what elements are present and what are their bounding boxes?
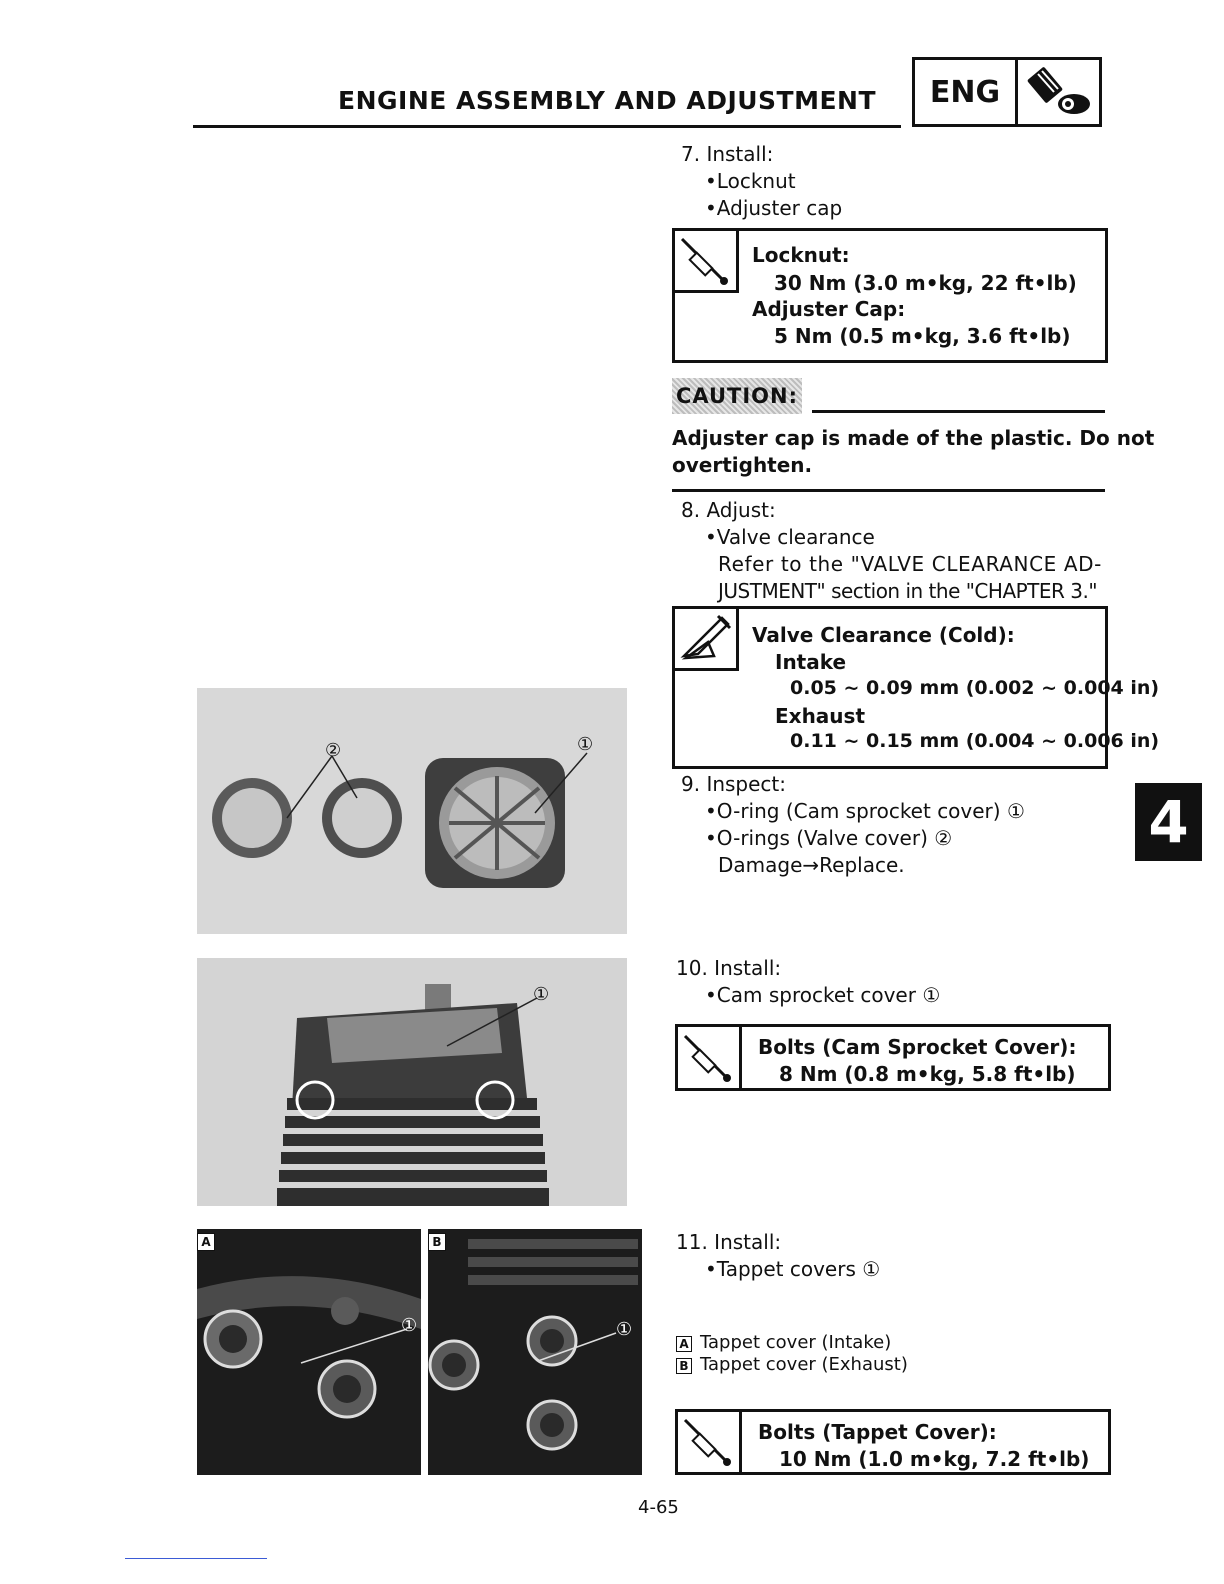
- spec-label: Valve Clearance (Cold):: [752, 623, 1015, 647]
- step11-title: 11. Install:: [676, 1230, 782, 1254]
- key-b: B: [676, 1358, 692, 1374]
- spec-value: 0.11 ~ 0.15 mm (0.004 ~ 0.006 in): [790, 730, 1160, 752]
- step7-title: 7. Install:: [681, 142, 774, 166]
- caution-text: Adjuster cap is made of the plastic. Do not: [672, 426, 1155, 450]
- caution-rule: [812, 410, 1105, 413]
- torque-spec-box-step11: [675, 1409, 1111, 1475]
- caution-end-rule: [672, 489, 1105, 492]
- spec-value: 30 Nm (3.0 m•kg, 22 ft•lb): [774, 271, 1077, 295]
- step7-item-adjuster-cap: •Adjuster cap: [705, 196, 843, 220]
- callout-1: ①: [577, 734, 594, 755]
- spec-value: 5 Nm (0.5 m•kg, 3.6 ft•lb): [774, 324, 1071, 348]
- step10-title: 10. Install:: [676, 956, 782, 980]
- legend-item-a: [676, 1332, 908, 1354]
- spec-sublabel: Exhaust: [775, 704, 865, 728]
- spec-value: 0.05 ~ 0.09 mm (0.002 ~ 0.004 in): [790, 677, 1160, 699]
- photo-valve-covers: [197, 688, 627, 934]
- step8-reference: JUSTMENT" section in the "CHAPTER 3.": [718, 579, 1098, 603]
- callout-2: ②: [325, 740, 342, 761]
- torque-spec-box-step7: [672, 228, 1108, 363]
- legend: [676, 1332, 908, 1376]
- footer-rule: [125, 1558, 267, 1559]
- photo-tappet-cover-intake: [197, 1229, 421, 1475]
- spec-label: Locknut:: [752, 243, 850, 267]
- clearance-spec-box: [672, 606, 1160, 769]
- torque-spec-box-step10: [675, 1024, 1111, 1091]
- step7-item-locknut: •Locknut: [705, 169, 796, 193]
- header-rule: [193, 125, 901, 128]
- legend-text: Tappet cover (Exhaust): [700, 1354, 908, 1375]
- step10-item: •Cam sprocket cover ①: [705, 983, 941, 1007]
- page-number: 4-65: [638, 1497, 679, 1518]
- spec-label: Adjuster Cap:: [752, 297, 906, 321]
- key-a: A: [676, 1336, 692, 1352]
- torque-wrench-icon: [675, 231, 739, 293]
- step9-item: •O-rings (Valve cover) ②: [705, 826, 953, 850]
- step9-item: •O-ring (Cam sprocket cover) ①: [705, 799, 1025, 823]
- caution-text: overtighten.: [672, 453, 813, 477]
- step8-item: •Valve clearance: [705, 525, 875, 549]
- page-title: ENGINE ASSEMBLY AND ADJUSTMENT: [338, 86, 877, 115]
- step9-note: Damage→Replace.: [718, 853, 905, 877]
- callout-1: ①: [401, 1315, 418, 1336]
- spec-value: 8 Nm (0.8 m•kg, 5.8 ft•lb): [779, 1062, 1076, 1086]
- torque-wrench-icon: [678, 1027, 742, 1088]
- spec-label: Bolts (Cam Sprocket Cover):: [758, 1035, 1077, 1059]
- photo-label-b: B: [428, 1233, 446, 1251]
- photo-label-a: A: [197, 1233, 215, 1251]
- spec-sublabel: Intake: [775, 650, 847, 674]
- section-badge: [912, 57, 1102, 127]
- section-code: ENG: [915, 60, 1018, 124]
- photo-cam-sprocket-cover: [197, 958, 627, 1206]
- caution-label: CAUTION:: [672, 378, 802, 414]
- step8-title: 8. Adjust:: [681, 498, 776, 522]
- spec-label: Bolts (Tappet Cover):: [758, 1420, 997, 1444]
- step8-reference: Refer to the "VALVE CLEARANCE AD-: [718, 552, 1102, 576]
- step11-item: •Tappet covers ①: [705, 1257, 881, 1281]
- callout-1: ①: [616, 1319, 633, 1340]
- spec-value: 10 Nm (1.0 m•kg, 7.2 ft•lb): [779, 1447, 1090, 1471]
- engine-tool-icon: [1018, 60, 1099, 124]
- chapter-tab: 4: [1135, 783, 1202, 861]
- caliper-icon: [675, 609, 739, 671]
- photo-tappet-cover-exhaust: [428, 1229, 642, 1475]
- torque-wrench-icon: [678, 1412, 742, 1472]
- legend-text: Tappet cover (Intake): [700, 1332, 892, 1353]
- legend-item-b: [676, 1354, 908, 1376]
- callout-1: ①: [533, 984, 550, 1005]
- step9-title: 9. Inspect:: [681, 772, 787, 796]
